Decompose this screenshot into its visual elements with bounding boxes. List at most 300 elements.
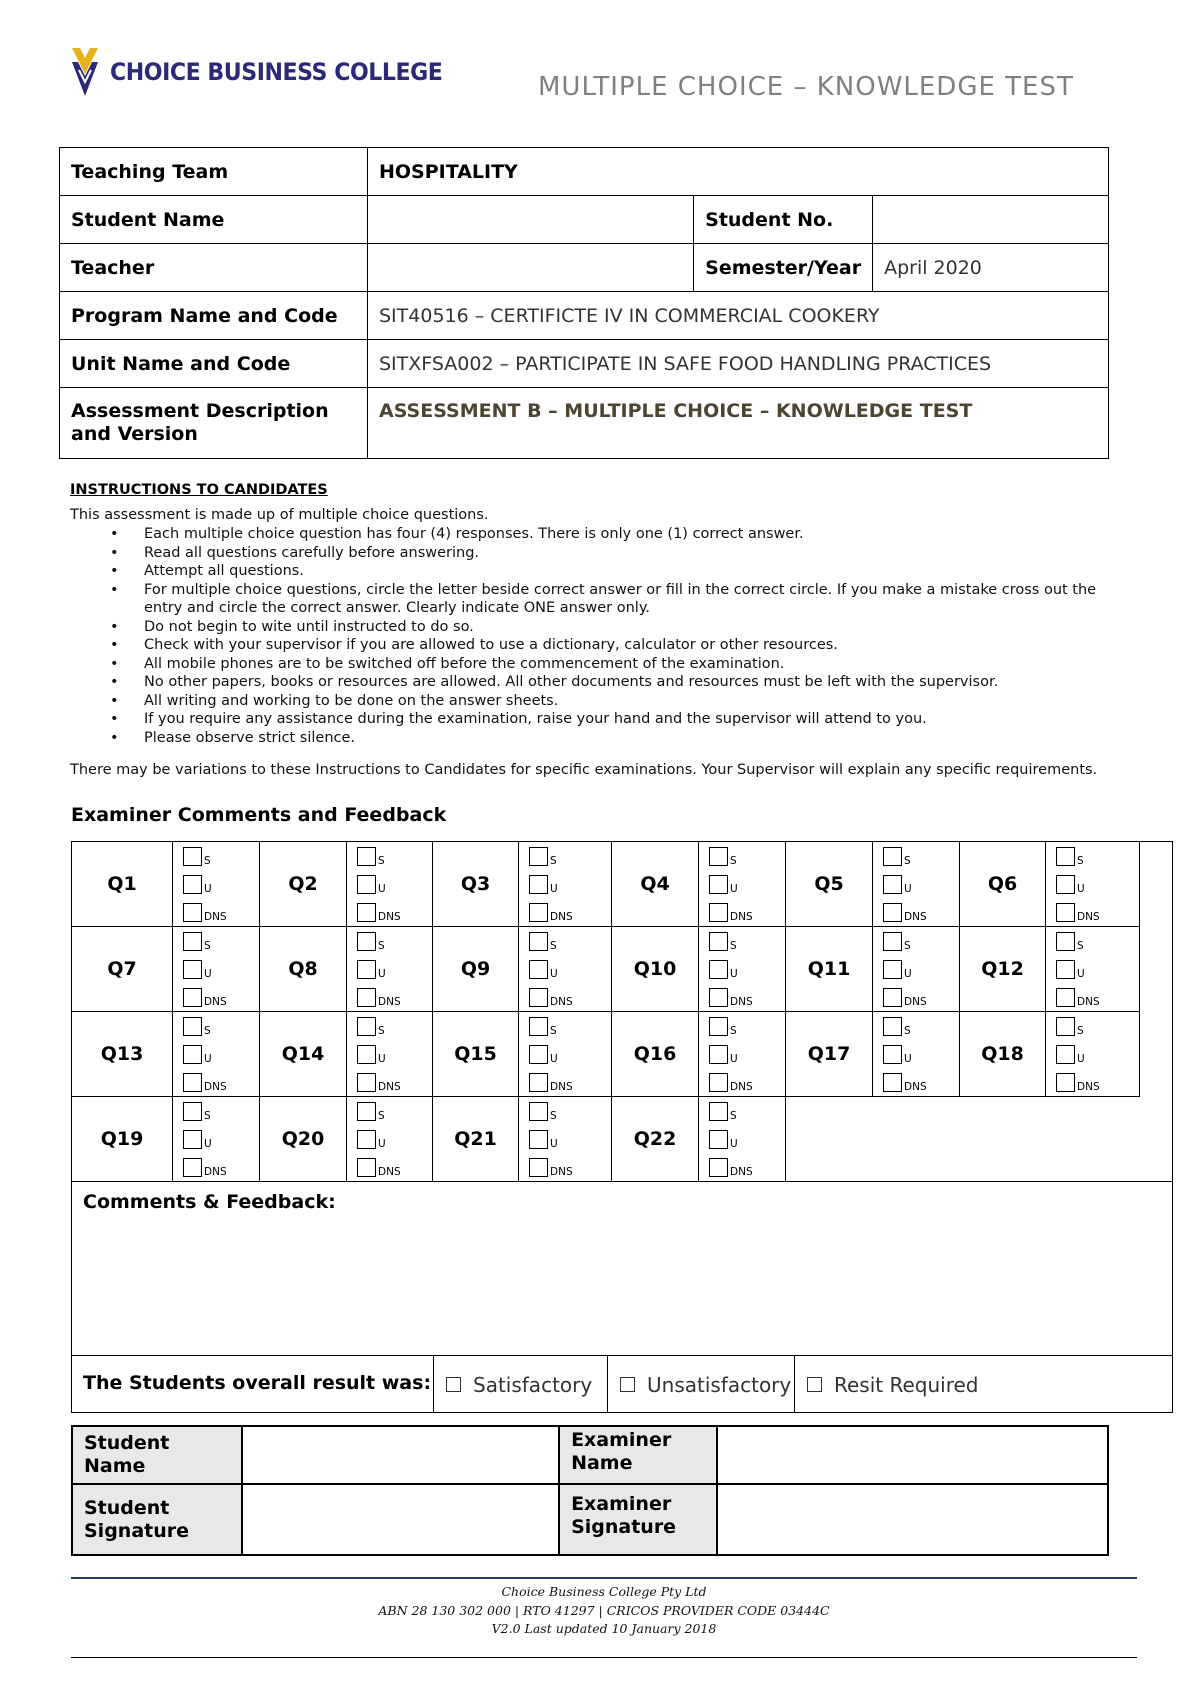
option-checkbox[interactable] [529,903,548,922]
option-checkbox[interactable] [183,960,202,979]
option-label: DNS [204,1166,227,1178]
question-label: Q7 [72,927,173,1012]
option-u[interactable] [1056,875,1085,894]
option-dns[interactable] [709,1158,753,1177]
option-label: S [730,855,737,867]
option-label: S [550,1110,557,1122]
option-checkbox[interactable] [183,1102,202,1121]
option-checkbox[interactable] [1056,1017,1075,1036]
option-checkbox[interactable] [529,847,548,866]
option-label: U [550,1138,558,1150]
option-checkbox[interactable] [709,847,728,866]
option-s[interactable] [357,847,385,866]
teaching-team-value: HOSPITALITY [368,148,1109,196]
option-label: U [378,883,386,895]
option-checkbox[interactable] [529,1045,548,1064]
option-checkbox[interactable] [883,988,902,1007]
option-u[interactable] [183,1130,212,1149]
option-label: S [378,1025,385,1037]
option-label: DNS [904,911,927,923]
option-checkbox[interactable] [529,1102,548,1121]
option-checkbox[interactable] [183,1130,202,1149]
option-u[interactable] [529,875,558,894]
option-u[interactable] [529,1130,558,1149]
satisfactory-text: Satisfactory [473,1372,593,1397]
footer-bottom-rule [71,1657,1137,1658]
option-dns[interactable] [1056,988,1100,1007]
option-label: S [1077,1025,1084,1037]
option-label: DNS [730,911,753,923]
option-label: S [204,940,211,952]
option-label: U [1077,883,1085,895]
footer [71,1583,1137,1639]
footer-rule [71,1577,1137,1579]
option-dns[interactable] [709,988,753,1007]
option-checkbox[interactable] [1056,960,1075,979]
option-checkbox[interactable] [529,932,548,951]
option-checkbox[interactable] [709,1045,728,1064]
option-checkbox[interactable] [1056,1073,1075,1092]
question-result-options [699,1012,786,1097]
option-u[interactable] [1056,960,1085,979]
teacher-label: Teacher [60,244,368,292]
comments-label: Comments & Feedback: [83,1191,336,1213]
option-label: U [550,968,558,980]
option-label: U [204,883,212,895]
option-checkbox[interactable] [183,847,202,866]
option-checkbox[interactable] [357,1102,376,1121]
option-checkbox[interactable] [709,960,728,979]
option-label: DNS [730,1166,753,1178]
option-checkbox[interactable] [529,1130,548,1149]
option-checkbox[interactable] [709,875,728,894]
option-label: DNS [1077,996,1100,1008]
option-checkbox[interactable] [183,1073,202,1092]
option-dns[interactable] [357,1158,401,1177]
option-s[interactable] [183,932,211,951]
option-checkbox[interactable] [357,1073,376,1092]
footer-registration: ABN 28 130 302 000 | RTO 41297 | CRICOS PROVIDER CODE 03444C [378,1602,830,1618]
footer-company: Choice Business College Pty Ltd [501,1584,707,1599]
option-label: S [378,940,385,952]
student-name-field[interactable] [368,196,694,244]
option-checkbox[interactable] [709,1073,728,1092]
assessment-value: ASSESSMENT B – MULTIPLE CHOICE – KNOWLEDGE TEST [368,388,1109,459]
option-s[interactable] [1056,1017,1084,1036]
resit-checkbox[interactable] [807,1377,822,1392]
question-label: Q17 [786,1012,873,1097]
option-label: U [730,883,738,895]
option-label: U [204,1053,212,1065]
option-u[interactable] [357,1130,386,1149]
option-label: DNS [204,1081,227,1093]
question-result-options [173,842,260,927]
question-label: Q13 [72,1012,173,1097]
option-checkbox[interactable] [883,960,902,979]
option-dns[interactable] [883,988,927,1007]
semester-label: Semester/Year [694,244,873,292]
question-label: Q3 [433,842,519,927]
option-checkbox[interactable] [357,1017,376,1036]
question-result-options [1046,1012,1140,1097]
option-label: U [730,968,738,980]
option-s[interactable] [357,1017,385,1036]
option-s[interactable] [183,1102,211,1121]
option-checkbox[interactable] [357,1045,376,1064]
option-checkbox[interactable] [357,847,376,866]
sig-student-signature-field[interactable] [242,1484,559,1555]
instructions-note: There may be variations to these Instructions to Candidates for specific examinations. Your Supervisor will explain any specific requirements. [70,762,1098,778]
unsatisfactory-text: Unsatisfactory [647,1372,792,1397]
option-label: S [204,1025,211,1037]
option-checkbox[interactable] [883,903,902,922]
question-label: Q1 [72,842,173,927]
option-u[interactable] [357,960,386,979]
option-checkbox[interactable] [1056,932,1075,951]
overall-result-row [72,1355,1172,1413]
option-label: S [1077,940,1084,952]
college-shield-icon [70,46,100,98]
option-label: U [904,1053,912,1065]
option-checkbox[interactable] [183,988,202,1007]
option-checkbox[interactable] [357,988,376,1007]
option-u[interactable] [883,875,912,894]
question-label: Q5 [786,842,873,927]
option-u[interactable] [529,960,558,979]
option-checkbox[interactable] [529,1158,548,1177]
sig-examiner-name-label: Examiner Name [559,1426,717,1484]
option-label: U [904,968,912,980]
instruction-item: • Check with your supervisor if you are allowed to use a dictionary, calculator or other resources. [70,636,1130,655]
instruction-item: • Each multiple choice question has four (4) responses. There is only one (1) correct answer. [70,525,1130,544]
option-checkbox[interactable] [1056,903,1075,922]
option-label: U [550,1053,558,1065]
option-dns[interactable] [883,903,927,922]
option-s[interactable] [883,847,911,866]
question-result-options [699,1097,786,1182]
instructions-heading: INSTRUCTIONS TO CANDIDATES [70,482,328,498]
instructions-intro: This assessment is made up of multiple choice questions. [70,507,489,523]
instruction-item: • No other papers, books or resources are allowed. All other documents and resources must be left with the supervisor. [70,673,1130,692]
option-label: DNS [550,1166,573,1178]
option-s[interactable] [529,1102,557,1121]
option-checkbox[interactable] [883,932,902,951]
unit-label: Unit Name and Code [60,340,368,388]
option-u[interactable] [709,960,738,979]
option-checkbox[interactable] [529,875,548,894]
option-checkbox[interactable] [1056,1045,1075,1064]
question-label: Q21 [433,1097,519,1182]
option-checkbox[interactable] [357,1158,376,1177]
option-label: U [730,1053,738,1065]
option-s[interactable] [183,847,211,866]
option-dns[interactable] [183,1073,227,1092]
option-dns[interactable] [183,988,227,1007]
option-s[interactable] [1056,847,1084,866]
student-no-label: Student No. [694,196,873,244]
empty-grid-area [786,1097,1172,1182]
question-result-options [699,927,786,1012]
instruction-item: • Read all questions carefully before answering. [70,544,1130,563]
option-s[interactable] [529,847,557,866]
option-u[interactable] [357,1045,386,1064]
option-checkbox[interactable] [709,1017,728,1036]
college-logo [70,46,471,98]
option-label: U [904,883,912,895]
option-dns[interactable] [357,988,401,1007]
question-result-options [173,1012,260,1097]
question-result-options [173,927,260,1012]
option-checkbox[interactable] [357,932,376,951]
option-label: U [1077,1053,1085,1065]
option-checkbox[interactable] [883,1073,902,1092]
option-s[interactable] [883,932,911,951]
option-u[interactable] [1056,1045,1085,1064]
option-checkbox[interactable] [709,1102,728,1121]
option-u[interactable] [883,1045,912,1064]
teaching-team-label: Teaching Team [60,148,368,196]
option-label: DNS [730,996,753,1008]
teacher-field[interactable] [368,244,694,292]
question-label: Q18 [960,1012,1046,1097]
course-info-table [59,147,1109,459]
option-u[interactable] [529,1045,558,1064]
option-label: S [730,940,737,952]
option-checkbox[interactable] [183,903,202,922]
instruction-item: • Attempt all questions. [70,562,1130,581]
option-checkbox[interactable] [883,1045,902,1064]
sig-examiner-name-field[interactable] [717,1426,1108,1484]
question-label: Q15 [433,1012,519,1097]
question-result-options [347,1012,433,1097]
option-label: S [730,1110,737,1122]
option-checkbox[interactable] [529,988,548,1007]
option-u[interactable] [883,960,912,979]
satisfactory-option[interactable] [433,1356,607,1413]
logo-text: CHOICE BUSINESS COLLEGE [110,58,443,86]
examiner-heading: Examiner Comments and Feedback [71,804,447,826]
option-label: DNS [204,911,227,923]
examiner-grid [71,841,1173,1413]
sig-examiner-signature-label: Examiner Signature [559,1484,717,1555]
option-label: DNS [378,1166,401,1178]
option-label: U [730,1138,738,1150]
option-dns[interactable] [357,1073,401,1092]
option-checkbox[interactable] [183,1045,202,1064]
option-label: DNS [378,1081,401,1093]
question-result-options [873,1012,960,1097]
option-checkbox[interactable] [883,1017,902,1036]
question-result-options [519,1012,612,1097]
student-no-field[interactable] [873,196,1109,244]
result-label: The Students overall result was: [83,1372,432,1394]
question-result-options [699,842,786,927]
option-label: DNS [550,1081,573,1093]
option-checkbox[interactable] [183,1017,202,1036]
option-checkbox[interactable] [709,903,728,922]
sig-student-name-field[interactable] [242,1426,559,1484]
question-label: Q2 [260,842,347,927]
option-label: U [378,1138,386,1150]
option-checkbox[interactable] [1056,988,1075,1007]
option-checkbox[interactable] [883,875,902,894]
option-label: DNS [904,996,927,1008]
option-u[interactable] [709,875,738,894]
option-u[interactable] [357,875,386,894]
option-s[interactable] [357,1102,385,1121]
question-result-options [519,842,612,927]
instruction-item: • Please observe strict silence. [70,729,1130,748]
option-checkbox[interactable] [183,875,202,894]
question-label: Q22 [612,1097,699,1182]
option-label: S [204,855,211,867]
option-u[interactable] [183,960,212,979]
option-u[interactable] [183,1045,212,1064]
option-checkbox[interactable] [709,988,728,1007]
option-s[interactable] [529,932,557,951]
option-dns[interactable] [883,1073,927,1092]
option-label: DNS [904,1081,927,1093]
option-u[interactable] [709,1045,738,1064]
instruction-item: • All mobile phones are to be switched off before the commencement of the examination. [70,655,1130,674]
option-checkbox[interactable] [883,847,902,866]
question-result-options [1046,927,1140,1012]
option-label: S [204,1110,211,1122]
question-result-options [873,842,960,927]
option-label: S [1077,855,1084,867]
option-checkbox[interactable] [709,932,728,951]
instructions-list [70,525,1130,747]
option-checkbox[interactable] [1056,847,1075,866]
question-label: Q11 [786,927,873,1012]
sig-student-name-label: Student Name [72,1426,242,1484]
option-checkbox[interactable] [529,1017,548,1036]
option-s[interactable] [183,1017,211,1036]
document-title: MULTIPLE CHOICE – KNOWLEDGE TEST [538,72,1074,102]
option-checkbox[interactable] [709,1158,728,1177]
instruction-item: • For multiple choice questions, circle the letter beside correct answer or fill in the correct circle. If you make a mistake cross out the entry and circle the correct answer. Clearly indicate ONE answer only. [70,581,1130,618]
instruction-item: • All writing and working to be done on the answer sheets. [70,692,1130,711]
option-label: U [1077,968,1085,980]
option-label: DNS [730,1081,753,1093]
option-dns[interactable] [1056,903,1100,922]
question-label: Q14 [260,1012,347,1097]
option-s[interactable] [709,1017,737,1036]
option-label: S [904,1025,911,1037]
question-result-options [347,842,433,927]
option-dns[interactable] [1056,1073,1100,1092]
semester-value: April 2020 [873,244,1109,292]
option-label: S [904,855,911,867]
option-dns[interactable] [183,1158,227,1177]
option-dns[interactable] [529,903,573,922]
question-result-options [347,1097,433,1182]
option-checkbox[interactable] [709,1130,728,1149]
option-label: DNS [204,996,227,1008]
sig-examiner-signature-field[interactable] [717,1484,1108,1555]
option-checkbox[interactable] [529,960,548,979]
option-label: DNS [550,911,573,923]
program-value: SIT40516 – CERTIFICTE IV IN COMMERCIAL COOKERY [368,292,1109,340]
option-checkbox[interactable] [357,960,376,979]
option-label: S [550,1025,557,1037]
option-label: DNS [1077,911,1100,923]
option-label: DNS [550,996,573,1008]
question-label: Q19 [72,1097,173,1182]
question-result-options [347,927,433,1012]
question-label: Q8 [260,927,347,1012]
question-result-options [1046,842,1140,927]
option-label: DNS [378,911,401,923]
option-dns[interactable] [529,1073,573,1092]
option-checkbox[interactable] [357,1130,376,1149]
option-dns[interactable] [529,988,573,1007]
option-label: S [378,855,385,867]
satisfactory-checkbox[interactable] [446,1377,461,1392]
program-label: Program Name and Code [60,292,368,340]
question-label: Q6 [960,842,1046,927]
unsatisfactory-option[interactable] [607,1356,794,1413]
option-dns[interactable] [529,1158,573,1177]
option-label: DNS [1077,1081,1100,1093]
option-u[interactable] [183,875,212,894]
resit-text: Resit Required [834,1372,979,1397]
question-label: Q16 [612,1012,699,1097]
option-s[interactable] [709,932,737,951]
option-label: S [550,940,557,952]
sig-student-signature-label: Student Signature [72,1484,242,1555]
option-dns[interactable] [357,903,401,922]
option-dns[interactable] [183,903,227,922]
instruction-item: • If you require any assistance during the examination, raise your hand and the supervisor will attend to you. [70,710,1130,729]
instruction-item: • Do not begin to wite until instructed to do so. [70,618,1130,637]
option-dns[interactable] [709,903,753,922]
question-label: Q12 [960,927,1046,1012]
option-checkbox[interactable] [1056,875,1075,894]
option-u[interactable] [709,1130,738,1149]
option-label: U [550,883,558,895]
option-s[interactable] [529,1017,557,1036]
question-label: Q10 [612,927,699,1012]
option-checkbox[interactable] [183,1158,202,1177]
option-s[interactable] [357,932,385,951]
option-label: U [378,1053,386,1065]
option-checkbox[interactable] [183,932,202,951]
signature-table [71,1425,1109,1556]
option-label: S [730,1025,737,1037]
option-label: U [204,968,212,980]
question-label: Q4 [612,842,699,927]
option-dns[interactable] [709,1073,753,1092]
option-checkbox[interactable] [357,875,376,894]
option-s[interactable] [883,1017,911,1036]
option-s[interactable] [709,847,737,866]
option-label: DNS [378,996,401,1008]
option-label: S [904,940,911,952]
option-s[interactable] [1056,932,1084,951]
option-label: S [550,855,557,867]
unsatisfactory-checkbox[interactable] [620,1377,635,1392]
student-name-label: Student Name [60,196,368,244]
option-s[interactable] [709,1102,737,1121]
resit-option[interactable] [794,1356,1172,1413]
option-checkbox[interactable] [529,1073,548,1092]
question-label: Q9 [433,927,519,1012]
question-label: Q20 [260,1097,347,1182]
option-label: U [204,1138,212,1150]
option-checkbox[interactable] [357,903,376,922]
question-result-options [519,927,612,1012]
